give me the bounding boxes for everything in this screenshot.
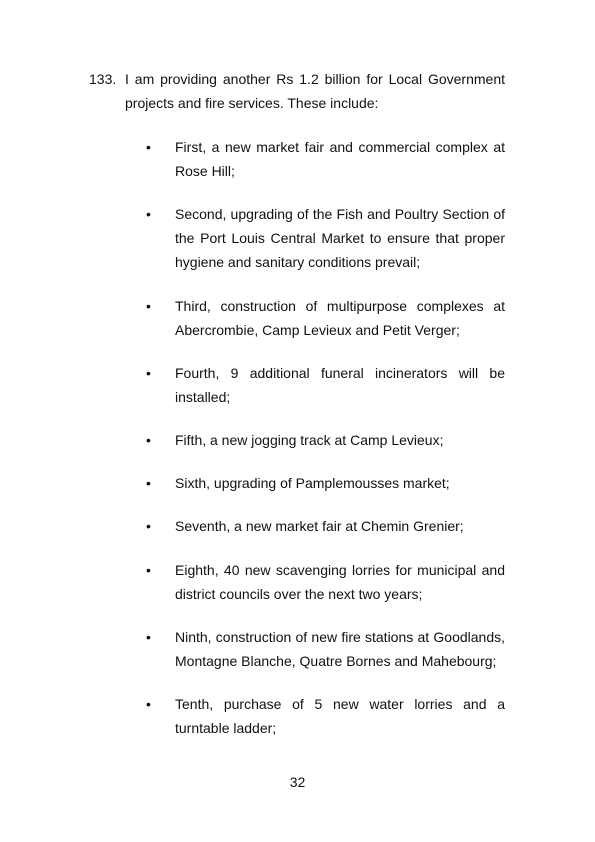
bullet-text: Seventh, a new market fair at Chemin Grenier; <box>175 518 464 534</box>
paragraph-number: 133. <box>89 71 117 87</box>
bullet-icon: • <box>146 475 151 491</box>
paragraph-133 <box>89 67 505 115</box>
paragraph-first-line <box>89 67 505 91</box>
bullet-text: Fourth, 9 additional funeral incinerators will be installed; <box>175 365 505 405</box>
bullet-icon: • <box>146 206 151 222</box>
paragraph-line-1: I am providing another Rs 1.2 billion for Local Government <box>125 71 505 87</box>
bullet-icon: • <box>146 139 151 155</box>
bullet-icon: • <box>146 629 151 645</box>
bullet-icon: • <box>146 365 151 381</box>
bullet-icon: • <box>146 298 151 314</box>
bullet-text: Second, upgrading of the Fish and Poultry Section of the Port Louis Central Market to ensure that proper hygiene and sanitary conditions prevail; <box>175 206 505 270</box>
bullet-icon: • <box>146 562 151 578</box>
paragraph-line-2: projects and fire services. These include: <box>125 95 379 111</box>
bullet-icon: • <box>146 518 151 534</box>
bullet-icon: • <box>146 432 151 448</box>
bullet-text: Tenth, purchase of 5 new water lorries and a turntable ladder; <box>175 696 505 736</box>
bullet-icon: • <box>146 696 151 712</box>
bullet-text: Sixth, upgrading of Pamplemousses market; <box>175 475 450 491</box>
bullet-text: Fifth, a new jogging track at Camp Levieux; <box>175 432 444 448</box>
bullet-text: First, a new market fair and commercial complex at Rose Hill; <box>175 139 505 179</box>
page-number: 32 <box>289 774 306 790</box>
bullet-text: Eighth, 40 new scavenging lorries for municipal and district councils over the next two years; <box>175 562 505 602</box>
bullet-text: Ninth, construction of new fire stations at Goodlands, Montagne Blanche, Quatre Bornes and Mahebourg; <box>175 629 505 669</box>
bullet-text: Third, construction of multipurpose complexes at Abercrombie, Camp Levieux and Petit Verger; <box>175 298 505 338</box>
